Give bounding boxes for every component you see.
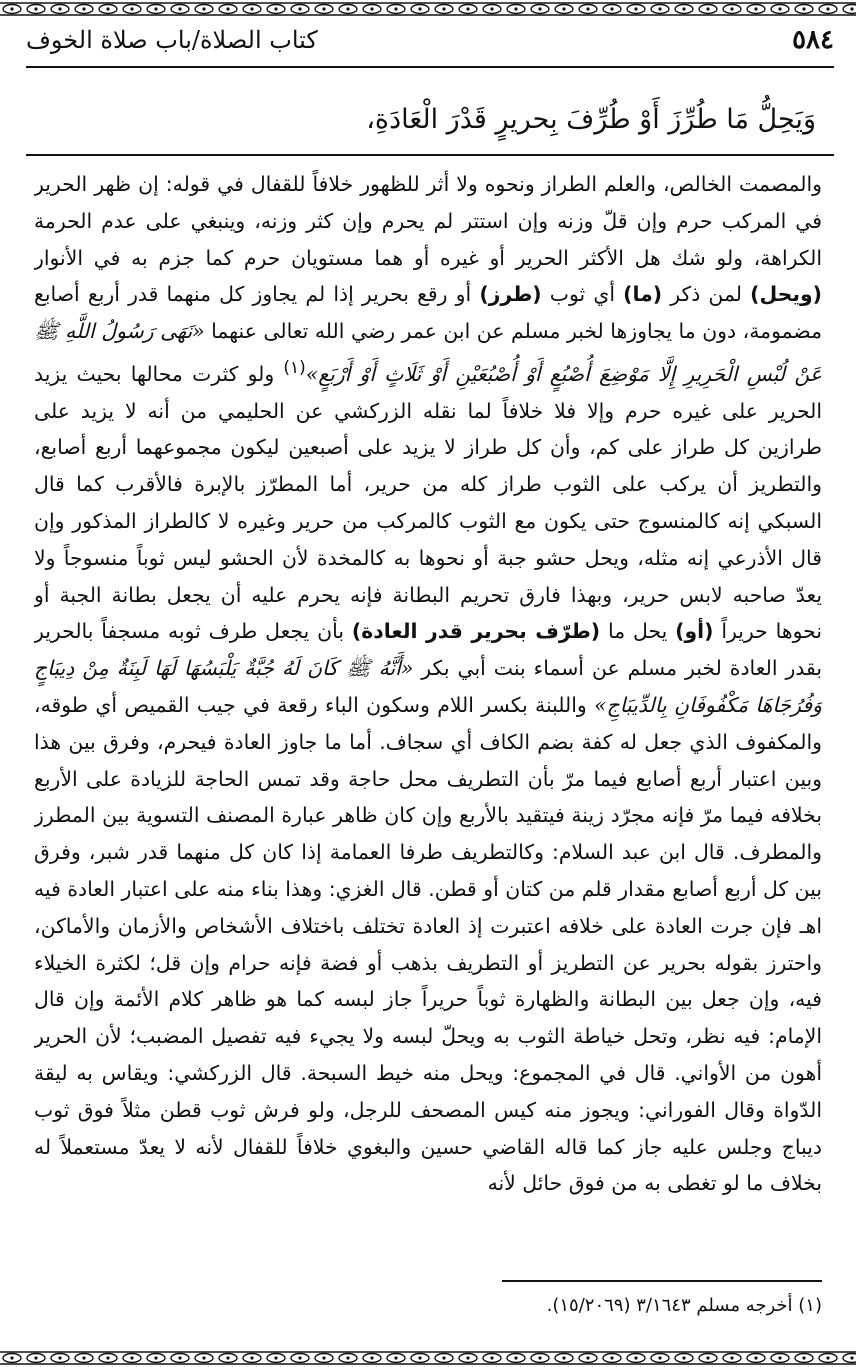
- keyword-wayahillu: (ويحل): [750, 282, 822, 307]
- commentary-body: [34, 166, 822, 1236]
- matn-rule: [26, 154, 834, 156]
- commentary-text: أي ثوب: [541, 282, 624, 307]
- commentary-text: واللبنة بكسر اللام وسكون الباء رقعة في جيب القميص أي طوقه، والمكفوف الذي جعل له كفة بضم الكاف أي سجاف. أما ما جاوز العادة فيحرم، وفرق بين هذا وبين اعتبار أربع أصابع فيما مرّ بأن التطريف محل حاجة وقد تمس الحاجة للزيادة على الأربع بخلافه فيما مرّ فإنه مجرّد زينة فيتقيد بالأربع وإن كان ظاهر عبارة المصنف التسوية بين المطرز والمطرف. قال ابن عبد السلام: وكالتطريف طرفا العمامة إذا كان كل منهما قدر شبر، وفرق بين كل أربع أصابع مقدار قلم من كتان أو قطن. قال الغزي: وهذا بناء منه على اعتبار العادة فيه اهـ فإن جرت العادة على خلافه اعتبرت إذ العادة تختلف باختلاف الأشخاص والأزمان والأماكن، واحترز بقوله بحرير عن التطريز أو التطريف بذهب أو فضة فإنه حرام وإن قل؛ لكثرة الخيلاء فيه، وإن جعل بين البطانة والظهارة ثوباً حريراً جاز لبسه كما هو ظاهر كلام الأئمة وإن قال الإمام: فيه نظر، وتحل خياطة الثوب به ويحلّ لبسه ولا يجيء فيه تفصيل المضبب؛ لأن الحرير أهون من الأواني. قال في المجموع: ويحل منه خيط السبحة. قال الزركشي: ويقاس به ليقة الدّواة وقال الفوراني: ويجوز منه كيس المصحف للرجل، ولو فرش ثوب قطن مثلاً فوق ثوب ديباج وجلس عليه جاز كما قاله القاضي حسين والبغوي خلافاً للقفال لأنه لا يعدّ مستعملاً له بخلاف ما لو تغطى به من فوق حائل لأنه: [34, 692, 822, 1196]
- hadith-quote: «نَهَى رَسُولُ اللَّهِ ﷺ عَنْ لُبْسِ الْحَرِيرِ إِلَّا مَوْضِعَ أُصْبُعٍ أَوْ أُصْبُعَيْنِ أَوْ ثَلَاثٍ أَوْ أَرْبَعٍ»: [34, 319, 822, 386]
- keyword-turrifa: (طرّف بحرير قدر العادة): [351, 619, 601, 644]
- commentary-text: بأن يجعل طرف ثوبه مسجفاً بالحرير بقدر العادة لخبر مسلم عن أسماء بنت أبي بكر: [34, 619, 822, 681]
- commentary-text: يحل ما: [600, 619, 676, 644]
- running-title: كتاب الصلاة/باب صلاة الخوف: [26, 26, 318, 54]
- page-header: [26, 22, 834, 66]
- page-number: ٥٨٤: [792, 25, 834, 55]
- keyword-ma: (ما): [623, 282, 663, 307]
- footnote-marker[interactable]: (١): [283, 357, 306, 378]
- keyword-aw: (أو): [675, 619, 714, 644]
- bottom-ornamental-border: [0, 1349, 856, 1367]
- footnote: (١) أخرجه مسلم ٣/١٦٤٣ (١٥/٢٠٦٩).: [546, 1295, 822, 1316]
- commentary-text: والمصمت الخالص، والعلم الطراز ونحوه ولا أثر للظهور خلافاً للقفال في قوله: إن ظهر الحرير في المركب حرم وإن قلّ وزنه وإن استتر لم يحرم وإن كثر وزنه، وينبغي على عدم الحرمة الكراهة، ولو شك هل الأكثر الحرير أو غيره أو هما مستويان حرم كما جزم به في الأنوار: [34, 172, 822, 270]
- matn-text: وَيَحِلُّ مَا طُرِّزَ أَوْ طُرِّفَ بِحريرٍ قَدْرَ الْعَادَةِ،: [366, 104, 816, 135]
- top-ornamental-border: [0, 0, 856, 18]
- commentary-text: لمن ذكر: [662, 282, 751, 307]
- commentary-text: ولو كثرت محالها بحيث يزيد الحرير على غيره حرم وإلا فلا خلافاً لما نقله الزركشي عن الحليمي من أنه لا يزيد على طرازين كل طراز على كم، وأن كل طراز لا يزيد على أصبعين ليكون مجموعهما أربع أصابع، والتطريز أن يركب على الثوب طراز كله من حرير، أما المطرّز بالإبرة فالأقرب كما قال السبكي إنه كالمنسوج حتى يكون مع الثوب كالمركب من حرير وغيره لا كالطراز المذكور وإن قال الأذرعي إنه مثله، ويحل حشو جبة أو نحوها به كالمخدة لأن الحشو ليس ثوباً منسوجاً ولا يعدّ صاحبه لابس حرير، وبهذا فارق تحريم البطانة فإنه يحرم عليه أن يجعل بطانة الجبة أو نحوها حريراً: [34, 361, 822, 644]
- header-rule: [26, 66, 834, 68]
- keyword-turriza: (طرز): [479, 282, 542, 307]
- commentary-text: أو رقع بحرير إذا لم يجاوز كل منهما قدر أربع أصابع مضمومة، دون ما يجاوزها لخبر مسلم عن ابن عمر رضي الله تعالى عنهما: [34, 282, 822, 344]
- commentary-paragraph: [34, 166, 822, 1202]
- hadith-quote: «أَنَّهُ ﷺ كَانَ لَهُ جُبَّةٌ يَلْبَسُهَا لَهَا لَبِنَةٌ مِنْ دِيبَاجٍ وَفُرُجَاهَا مَكْفُوفَانِ بِالدِّيبَاجِ»: [34, 656, 822, 717]
- footnote-rule: [502, 1280, 822, 1282]
